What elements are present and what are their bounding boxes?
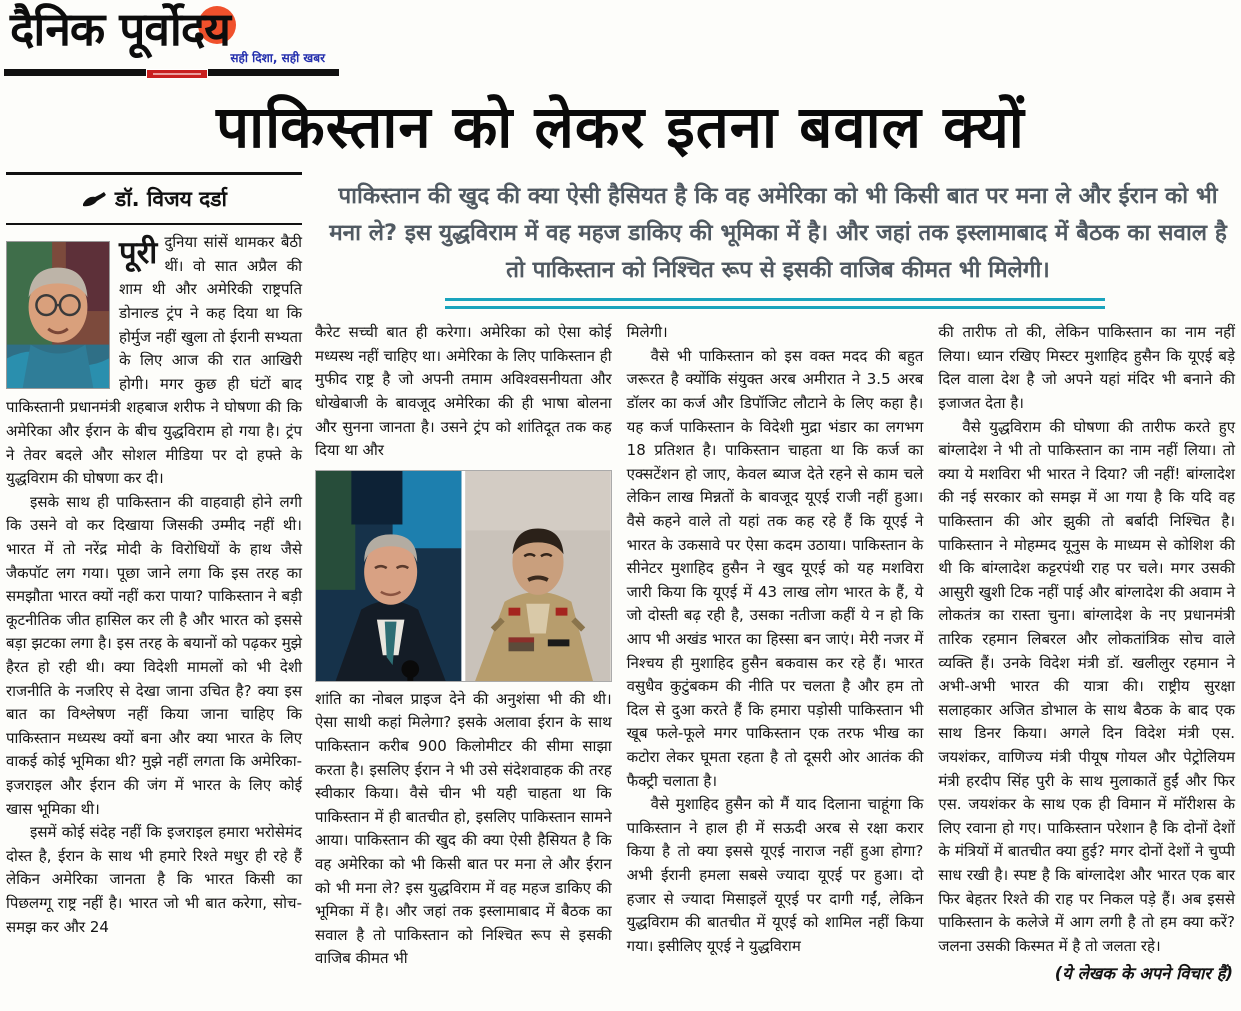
- drop-cap: पूरी: [119, 235, 158, 272]
- article-paragraph: शांति का नोबल प्राइज देने की अनुशंसा भी की थी। ऐसा साथी कहां मिलेगा? इसके अलावा ईरान के साथ पाकिस्तान करीब 900 किलोमीटर की सीमा साझा करता है। इसलिए ईरान ने भी उसे संदेशवाहक की तरह स्वीकार किया। वैसे चीन भी यही चाहता था कि पाकिस्तान में ही बातचीत हो, इसलिए पाकिस्तान सामने आया। पाकिस्तान की खुद की क्या ऐसी हैसियत है कि वह अमेरिका को भी किसी बात पर मना ले और ईरान को भी मना ले? इस युद्धविराम में वह महज डाकिए की भूमिका में है। और जहां तक इस्लामाबाद में बैठक का सवाल है तो पाकिस्तान को निश्चित रूप से इसकी वाजिब कीमत भी: [315, 689, 612, 968]
- masthead-rule: [4, 69, 339, 76]
- column-4: [938, 321, 1235, 986]
- shehbaz-sharif-asim-munir-photo: [315, 470, 612, 682]
- article-body: [4, 172, 1237, 986]
- article-paragraph: वैसे मुशाहिद हुसैन को मैं याद दिलाना चाहूंगा कि पाकिस्तान ने हाल ही में सऊदी अरब से रक्षा करार किया है तो क्या इससे यूएई नाराज नहीं हुआ होगा? अभी ईरानी हमला सबसे ज्यादा यूएई पर हुआ। दो हजार से ज्यादा मिसाइलें यूएई पर दागी गईं, लेकिन युद्धविराम की बातचीत में यूएई को शामिल नहीं किया गया। इसीलिए यूएई ने युद्धविराम: [626, 795, 924, 955]
- article-headline: पाकिस्तान को लेकर इतना बवाल क्यों: [216, 93, 1025, 161]
- paragraph-block: [6, 231, 302, 491]
- divider-rule: [445, 298, 1105, 309]
- newspaper-title: दैनिक पूर्वोदय: [10, 2, 230, 56]
- article-paragraph: मिलेगी।: [626, 323, 668, 342]
- article-paragraph: दुनिया सांसें थामकर बैठी थीं। वो सात अप्रैल की शाम थी और अमेरिकी राष्ट्रपति डोनाल्ड ट्रंप ने कह दिया था कि होर्मुज नहीं खुला तो ईरानी सभ्यता के लिए आज की रात आखिरी होगी। मगर कुछ ही घंटों बाद पाकिस्तानी प्रधानमंत्री शहबाज शरीफ ने घोषणा की कि अमेरिका और ईरान के बीच युद्धविराम हो गया है। ट्रंप ने तेवर बदले और सोशल मीडिया पर दो हफ्ते के युद्धविराम की घोषणा कर दी।: [6, 233, 302, 488]
- article-paragraph: इसमें कोई संदेह नहीं कि इजराइल हमारा भरोसेमंद दोस्त है, ईरान के साथ भी हमारे रिश्ते मधुर ही रहे हैं लेकिन अमेरिका जानता है कि भारत किसी का पिछलग्गू राष्ट्र नहीं है। भारत जो भी बात करेगा, सोच-समझ कर और 24: [6, 823, 302, 936]
- author-portrait-photo: [6, 241, 110, 389]
- byline: [6, 172, 302, 225]
- masthead-badge: [146, 69, 208, 79]
- column-1: [6, 172, 302, 986]
- column-3: [627, 321, 924, 986]
- article-paragraph: वैसे भी पाकिस्तान को इस वक्त मदद की बहुत जरूरत है क्योंकि संयुक्त अरब अमीरात ने 3.5 अरब डॉलर का कर्ज और डिपॉजिट लौटाने के लिए कहा है। यह कर्ज पाकिस्तान के विदेशी मुद्रा भंडार का लगभग 18 प्रतिशत है। पाकिस्तान चाहता था कि कर्ज का एक्सटेंशन हो जाए, केवल ब्याज देते रहने से काम चले लेकिन लाख मिन्नतों के बावजूद यूएई राजी नहीं हुआ। वैसे कहने वाले तो यहां तक कह रहे हैं कि यूएई ने भारत के उकसावे पर ऐसा कदम उठाया। पाकिस्तान के सीनेटर मुशाहिद हुसैन ने खुद यूएई को यह मशविरा जारी किया कि यूएई में 43 लाख लोग भारत के हैं, ये जो दोस्ती बढ़ रही है, उसका नतीजा कहीं ये न हो कि आप भी अखंड भारत का हिस्सा बन जाएं। मेरी नजर में निश्चय ही मुशाहिद हुसैन बकवास कर रहे हैं। भारत वसुधैव कुटुंबकम की नीति पर चलता है और हम तो दिल से दुआ करते हैं कि हमारा पड़ोसी पाकिस्तान भी खूब फले-फूले मगर पाकिस्तान एक तरफ भीख का कटोरा लेकर घूमता रहता है तो दूसरी ओर आतंक की फैक्ट्री चलाता है।: [626, 346, 924, 790]
- author-name: डॉ. विजय दर्डा: [115, 187, 227, 212]
- masthead: [4, 4, 339, 86]
- column-2: [315, 321, 612, 986]
- writing-hand-icon: [81, 190, 107, 214]
- article-paragraph: कैरेट सच्ची बात ही करेगा। अमेरिका को ऐसा कोई मध्यस्थ नहीं चाहिए था। अमेरिका के लिए पाकिस्तान ही मुफीद राष्ट्र है जो अपनी तमाम अविश्वसनीयता और धोखेबाजी के बावजूद अमेरिका की ही भाषा बोलना और सुनना जानता है। उसने ट्रंप को शांतिदूत तक कह दिया था और: [315, 323, 612, 460]
- paragraph-block: [6, 491, 302, 939]
- article-paragraph: वैसे युद्धविराम की घोषणा की तारीफ करते हुए बांग्लादेश ने भी तो पाकिस्तान का नाम नहीं लिया। तो क्या ये मशविरा भी भारत ने दिया? जी नहीं! बांग्लादेश की नई सरकार को समझ में आ गया है कि यदि वह पाकिस्तान की ओर झुकी तो बर्बादी निश्चित है। पाकिस्तान ने मोहम्मद यूनुस के माध्यम से कोशिश की थी कि बांग्लादेश कट्टरपंथी राह पर चले। मगर उसकी आसुरी खुशी टिक नहीं पाई और बांग्लादेश की अवाम ने लोकतंत्र का रास्ता चुना। बांग्लादेश के नए प्रधानमंत्री तारिक रहमान लिबरल और लोकतांत्रिक सोच वाले व्यक्ति हैं। उनके विदेश मंत्री डॉ. खलीलुर रहमान ने अभी-अभी भारत की यात्रा की। राष्ट्रीय सुरक्षा सलाहकार अजित डोभाल के साथ बैठक के बाद एक साथ डिनर किया। अगले दिन विदेश मंत्री एस. जयशंकर, वाणिज्य मंत्री पीयूष गोयल और पेट्रोलियम मंत्री हरदीप सिंह पुरी के साथ मुलाकातें हुईं और फिर एस. जयशंकर के साथ एक ही विमान में मॉरीशस के लिए रवाना हो गए। पाकिस्तान परेशान है कि दोनों देशों के मंत्रियों में बातचीत क्या हुई? मगर दोनों देशों ने चुप्पी साध रखी है। स्पष्ट है कि बांग्लादेश और भारत एक बार फिर बेहतर रिश्ते की राह पर निकल पड़े हैं। अब इससे पाकिस्तान के कलेजे में आग लगी है तो हम क्या करें? जलना उसकी किस्मत में है तो जलता रहे।: [938, 417, 1236, 955]
- standfirst: पाकिस्तान की खुद की क्या ऐसी हैसियत है कि वह अमेरिका को भी किसी बात पर मना ले और ईरान को भी मना ले? इस युद्धविराम में वह महज डाकिए की भूमिका में है। और जहां तक इस्लामाबाद में बैठक का सवाल है तो पाकिस्तान को निश्चित रूप से इसकी वाजिब कीमत भी मिलेगी।: [329, 183, 1227, 284]
- newspaper-tagline: सही दिशा, सही खबर: [230, 50, 325, 65]
- article-paragraph: इसके साथ ही पाकिस्तान की वाहवाही होने लगी कि उसने वो कर दिखाया जिसकी उम्मीद नहीं थी। भारत में तो नरेंद्र मोदी के विरोधियों के हाथ जैसे जैकपॉट लग गया। पूछा जाने लगा कि इस तरह का समझौता भारत क्यों नहीं करा पाया? पाकिस्तान ने बड़ी कूटनीतिक जीत हासिल कर ली है और भारत को इससे बड़ा झटका लगा है। इस तरह के बयानों को पढ़कर मुझे हैरत हो रही थी। क्या विदेशी मामलों को भी देशी राजनीति के नजरिए से देखा जाना उचित है? क्या इस बात का विश्लेषण नहीं किया जाना चाहिए कि पाकिस्तान मध्यस्थ क्यों बना और क्या भारत के लिए वाकई कोई भूमिका थी? मुझे नहीं लगता कि अमेरिका-इजराइल और ईरान की जंग में भारत के लिए कोई खास भूमिका थी।: [6, 492, 302, 818]
- author-disclaimer: (ये लेखक के अपने विचार हैं): [1054, 964, 1234, 984]
- article-paragraph: की तारीफ तो की, लेकिन पाकिस्तान का नाम नहीं लिया। ध्यान रखिए मिस्टर मुशाहिद हुसैन कि यूएई बड़े दिल वाला देश है जो अपने यहां मंदिर भी बनाने की इजाजत देता है।: [938, 323, 1236, 413]
- right-zone: [315, 172, 1235, 986]
